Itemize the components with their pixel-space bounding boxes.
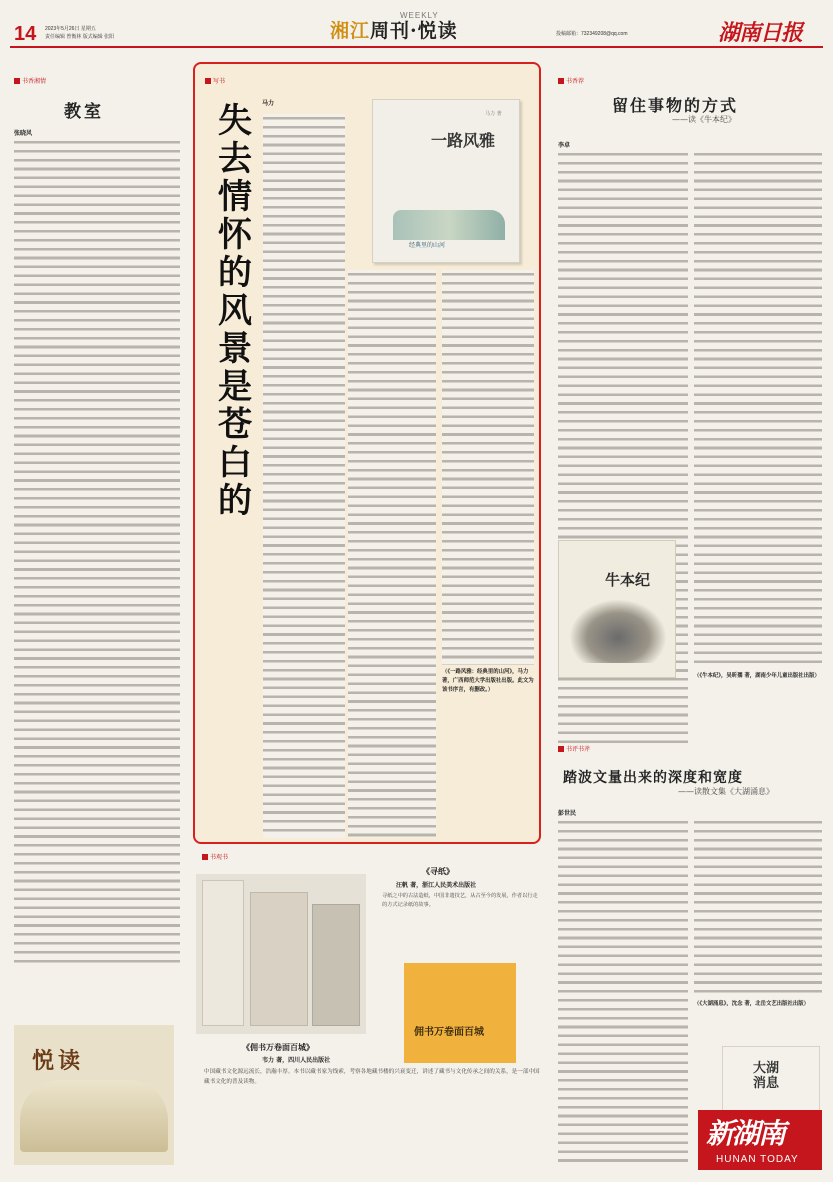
weekly-label: WEEKLY: [400, 11, 439, 20]
book-spine-3: [312, 904, 360, 1026]
right-lower-caption: （《大湖涌息》，沈念 著，北岳文艺出版社出版）: [694, 1001, 810, 1007]
hunan-today-en: HUNAN TODAY: [716, 1154, 799, 1165]
page-number: 14: [14, 23, 37, 45]
book-cover-subtitle: 经典里的山河: [409, 242, 446, 249]
tag-square-icon: [202, 854, 208, 860]
hunan-today-logo: [698, 1110, 822, 1170]
newspaper-logo: 湖南日报: [718, 20, 803, 46]
hunan-today-cn: 新湖南: [706, 1117, 785, 1150]
section-title: [330, 16, 458, 43]
bottom-tag: 书观书: [202, 852, 228, 861]
right-upper-body-col2: [694, 150, 822, 668]
feature-author: 马力: [262, 100, 275, 107]
feature-caption: （《一路风雅：经典里的山河》，马力 著，广西师范大学出版社出版。此文为该书序言，有删改。）: [442, 669, 534, 693]
books-photo: [196, 874, 366, 1034]
right-lower-title: 踏波文量出来的深度和宽度: [563, 770, 743, 786]
wan-caption: 《佣书万卷面百城》: [242, 1042, 314, 1052]
right-lower-body-col2: [694, 818, 822, 998]
right-lower-body-col1: [558, 818, 688, 1168]
right-upper-title: 留住事物的方式: [612, 96, 739, 115]
xun-body: 寻纸之中的古法造纸，中国非遗技艺，从古至今的发展，作者以行走的方式记录纸的故事。: [382, 893, 538, 908]
yuedu-title: 悦读: [32, 1048, 85, 1074]
feature-title: 失去情怀的风景是苍白的: [218, 101, 252, 521]
xun-book-card: [372, 866, 540, 976]
wan-book-cover: [404, 963, 516, 1063]
right-upper-tag: 书香荐: [558, 76, 584, 85]
right-lower-subtitle: ——读散文集《大湖涌息》: [678, 787, 774, 796]
date-editor-line: [45, 25, 195, 41]
niu-book-title: 牛本纪: [605, 571, 651, 589]
left-article-body: [14, 138, 180, 968]
feature-book-cover: [372, 99, 520, 263]
xun-publisher: 汪帆 著，浙江人民美术出版社: [396, 882, 477, 889]
wan-cover-title: 佣书万卷面百城: [414, 1027, 484, 1038]
xun-title: 《寻纸》: [422, 866, 454, 876]
masthead: [0, 0, 833, 50]
masthead-rule: [10, 46, 823, 48]
book-spine-1: [202, 880, 244, 1026]
right-upper-caption: （《牛本纪》，吴昕孺 著，湖南少年儿童出版社出版）: [694, 673, 820, 679]
feature-body-col3: [442, 270, 534, 665]
section-xiangjiang: 湘江: [330, 20, 371, 42]
book-spine-2: [250, 892, 308, 1026]
section-weekly: 周刊·悦读: [370, 20, 458, 42]
feature-body-col1: [263, 114, 345, 838]
right-upper-author: 李卓: [558, 142, 571, 149]
ox-illustration: [569, 599, 667, 663]
wan-body: 中国藏书文化源远流长，浩瀚丰厚。本书以藏书家为线索，考察各地藏书楼的兴衰变迁，讲述了藏书与文化传承之间的关系，是一部中国藏书文化的普及读物。: [204, 1069, 540, 1085]
wan-publisher: 韦力 著，四川人民出版社: [262, 1057, 331, 1064]
tag-square-icon: [205, 78, 211, 84]
niu-book-cover: [558, 540, 676, 678]
right-lower-tag: 书评书斧: [558, 744, 590, 753]
feature-column-tag: 写书: [205, 76, 225, 85]
dahu-book-title: 大湖消息: [753, 1061, 780, 1091]
left-article-author: 张晓风: [14, 130, 33, 137]
date-line: 2023年5月26日 星期五: [45, 26, 96, 32]
tag-square-icon: [14, 78, 20, 84]
editor-line: 责任编辑 曾衡林 版式编辑 张阳: [45, 34, 115, 40]
feature-body-col2: [348, 270, 436, 838]
book-cover-title: 一路风雅: [431, 131, 496, 150]
left-column-tag: 书香湘情: [14, 76, 46, 85]
submission-email: 投稿邮箱：732349208@qq.com: [556, 31, 628, 37]
tag-square-icon: [558, 78, 564, 84]
left-article-title: 教室: [64, 102, 104, 122]
book-cover-author: 马力 著: [485, 111, 502, 117]
yuedu-decoration: [20, 1080, 168, 1152]
right-lower-author: 彭世民: [558, 810, 577, 817]
right-upper-subtitle: ——读《牛本纪》: [672, 115, 736, 124]
tag-square-icon: [558, 746, 564, 752]
book-cover-landscape: [393, 210, 505, 240]
